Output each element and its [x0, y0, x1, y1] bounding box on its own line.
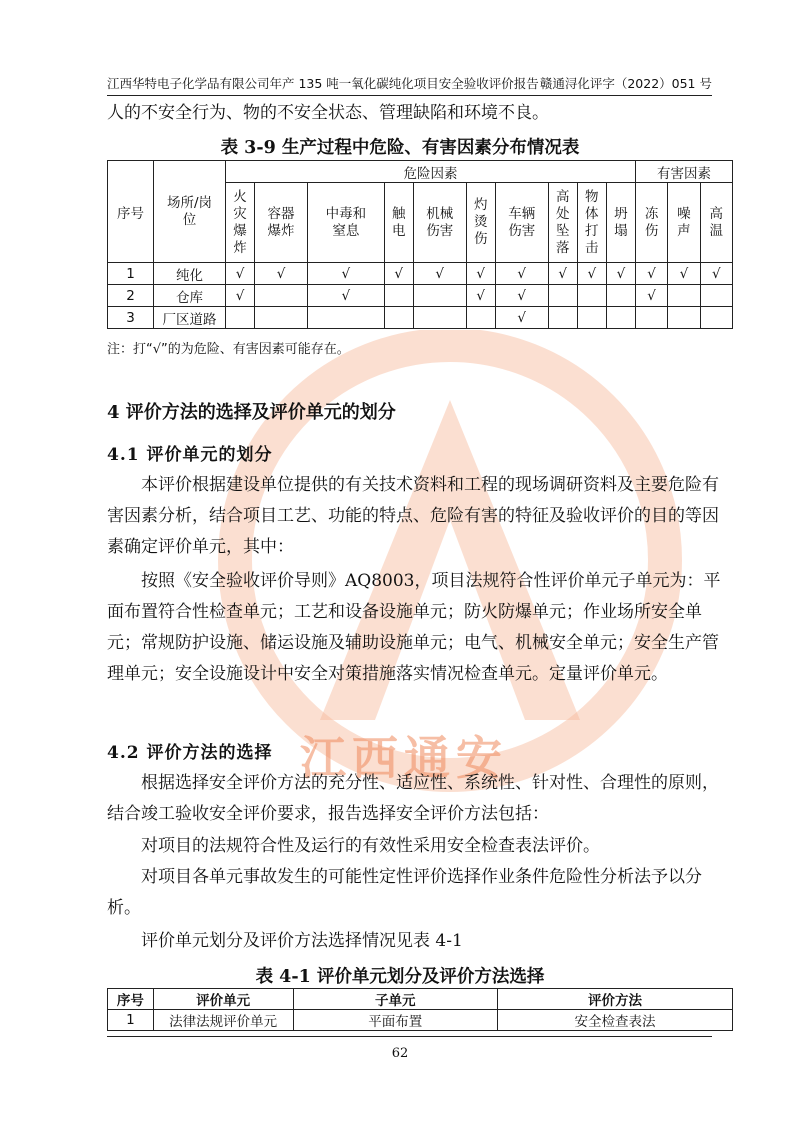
mark-cell [606, 285, 635, 307]
table-row [108, 263, 733, 285]
table-row [108, 307, 733, 329]
mark-cell: √ [226, 285, 255, 307]
section-4-2-title: 4.2 评价方法的选择 [107, 743, 273, 763]
row-place: 纯化 [154, 263, 226, 285]
factor-header-4: 机械 伤害 [413, 183, 466, 263]
mark-cell [255, 285, 308, 307]
section-4-title: 4 评价方法的选择及评价单元的划分 [107, 402, 396, 423]
mark-cell [606, 307, 635, 329]
factor-header-3: 触 电 [384, 183, 413, 263]
mark-cell [255, 307, 308, 329]
mark-cell [668, 307, 700, 329]
mark-cell: √ [577, 263, 606, 285]
mark-cell: √ [226, 263, 255, 285]
mark-cell [577, 307, 606, 329]
table-4-1-cell: 平面布置 [293, 1010, 497, 1031]
header-title: 江西华特电子化学品有限公司年产 135 吨一氧化碳纯化项目安全验收评价报告 [107, 76, 539, 91]
mark-cell: √ [255, 263, 308, 285]
mark-cell: √ [307, 285, 384, 307]
row-place: 厂区道路 [154, 307, 226, 329]
table-4-1-cell: 1 [108, 1010, 154, 1031]
mark-cell: √ [606, 263, 635, 285]
mark-cell [413, 307, 466, 329]
table-note: 注：打“√”的为危险、有害因素可能存在。 [107, 342, 350, 357]
table-4-1-header-0: 序号 [108, 989, 154, 1010]
mark-cell: √ [635, 285, 667, 307]
mark-cell: √ [466, 285, 495, 307]
factor-header-1: 容器 爆炸 [255, 183, 308, 263]
section-4-1-title: 4.1 评价单元的划分 [107, 445, 273, 465]
factor-header-0: 火 灾 爆 炸 [226, 183, 255, 263]
table-row [108, 1010, 733, 1031]
factor-header-2: 中毒和 窒息 [307, 183, 384, 263]
section-4-2-para-1: 根据选择安全评价方法的充分性、适应性、系统性、针对性、合理性的原则，结合竣工验收安全评价要求，报告选择安全评价方法包括： [107, 773, 719, 824]
mark-cell [700, 285, 732, 307]
section-4-1-para-1: 本评价根据建设单位提供的有关技术资料和工程的现场调研资料及主要危险有害因素分析，结合项目工艺、功能的特点、危险有害的特征及验收评价的目的等因素确定评价单元，其中： [107, 475, 719, 557]
header-place: 场所/岗位 [154, 161, 226, 263]
mark-cell [413, 285, 466, 307]
factor-header-6: 车辆 伤害 [495, 183, 548, 263]
table-4-1-cell: 安全检查表法 [497, 1010, 732, 1031]
mark-cell: √ [466, 263, 495, 285]
mark-cell [466, 307, 495, 329]
intro-line: 人的不安全行为、物的不安全状态、管理缺陷和环境不良。 [107, 103, 549, 123]
row-seq: 1 [108, 263, 154, 285]
table-4-1-caption: 表 4-1 评价单元划分及评价方法选择 [255, 967, 545, 987]
mark-cell [577, 285, 606, 307]
factor-header-5: 灼 烫 伤 [466, 183, 495, 263]
mark-cell [548, 307, 577, 329]
table-4-1-header-1: 评价单元 [153, 989, 293, 1010]
factor-header-7: 高 处 坠 落 [548, 183, 577, 263]
header-danger-group: 危险因素 [226, 161, 636, 183]
mark-cell [700, 307, 732, 329]
table-4-1-header-2: 子单元 [293, 989, 497, 1010]
mark-cell [668, 285, 700, 307]
table-4-1-header-3: 评价方法 [497, 989, 732, 1010]
table-4-1 [107, 988, 733, 1031]
section-4-2-para-4: 评价单元划分及评价方法选择情况见表 4-1 [141, 931, 463, 951]
factor-header-10: 冻 伤 [635, 183, 667, 263]
factor-header-8: 物 体 打 击 [577, 183, 606, 263]
mark-cell [384, 285, 413, 307]
header-doc-number: 赣通浔化评字（2022）051 号 [539, 76, 712, 91]
mark-cell: √ [495, 263, 548, 285]
mark-cell: √ [668, 263, 700, 285]
page-number: 62 [391, 1046, 409, 1061]
watermark-text: 江西通安 [300, 731, 508, 785]
section-4-2-para-3: 对项目各单元事故发生的可能性定性评价选择作业条件危险性分析法予以分析。 [107, 867, 702, 918]
table-3-9-caption: 表 3-9 生产过程中危险、有害因素分布情况表 [220, 138, 580, 158]
header-harm-group: 有害因素 [635, 161, 732, 183]
section-4-1-para-2: 按照《安全验收评价导则》AQ8003，项目法规符合性评价单元子单元为：平面布置符合性检查单元；工艺和设备设施单元；防火防爆单元；作业场所安全单元；常规防护设施、储运设施及辅助设施单元；电气、机械安全单元；安全生产管理单元；安全设施设计中安全对策措施落实情况检查单元。定量评价单元。 [107, 571, 721, 684]
row-place: 仓库 [154, 285, 226, 307]
mark-cell [548, 285, 577, 307]
mark-cell: √ [413, 263, 466, 285]
page-header [107, 68, 712, 96]
section-4-2-para-2: 对项目的法规符合性及运行的有效性采用安全检查表法评价。 [141, 836, 600, 856]
mark-cell [307, 307, 384, 329]
factor-header-9: 坍 塌 [606, 183, 635, 263]
mark-cell: √ [635, 263, 667, 285]
mark-cell [226, 307, 255, 329]
mark-cell [384, 307, 413, 329]
row-seq: 3 [108, 307, 154, 329]
mark-cell: √ [548, 263, 577, 285]
table-row [108, 285, 733, 307]
factor-header-12: 高 温 [700, 183, 732, 263]
factor-header-11: 噪 声 [668, 183, 700, 263]
mark-cell: √ [495, 307, 548, 329]
mark-cell: √ [384, 263, 413, 285]
mark-cell [635, 307, 667, 329]
mark-cell: √ [495, 285, 548, 307]
table-4-1-cell: 法律法规评价单元 [153, 1010, 293, 1031]
mark-cell: √ [307, 263, 384, 285]
mark-cell: √ [700, 263, 732, 285]
header-seq: 序号 [108, 161, 154, 263]
row-seq: 2 [108, 285, 154, 307]
table-3-9 [107, 160, 733, 329]
footer-line [107, 1036, 712, 1037]
